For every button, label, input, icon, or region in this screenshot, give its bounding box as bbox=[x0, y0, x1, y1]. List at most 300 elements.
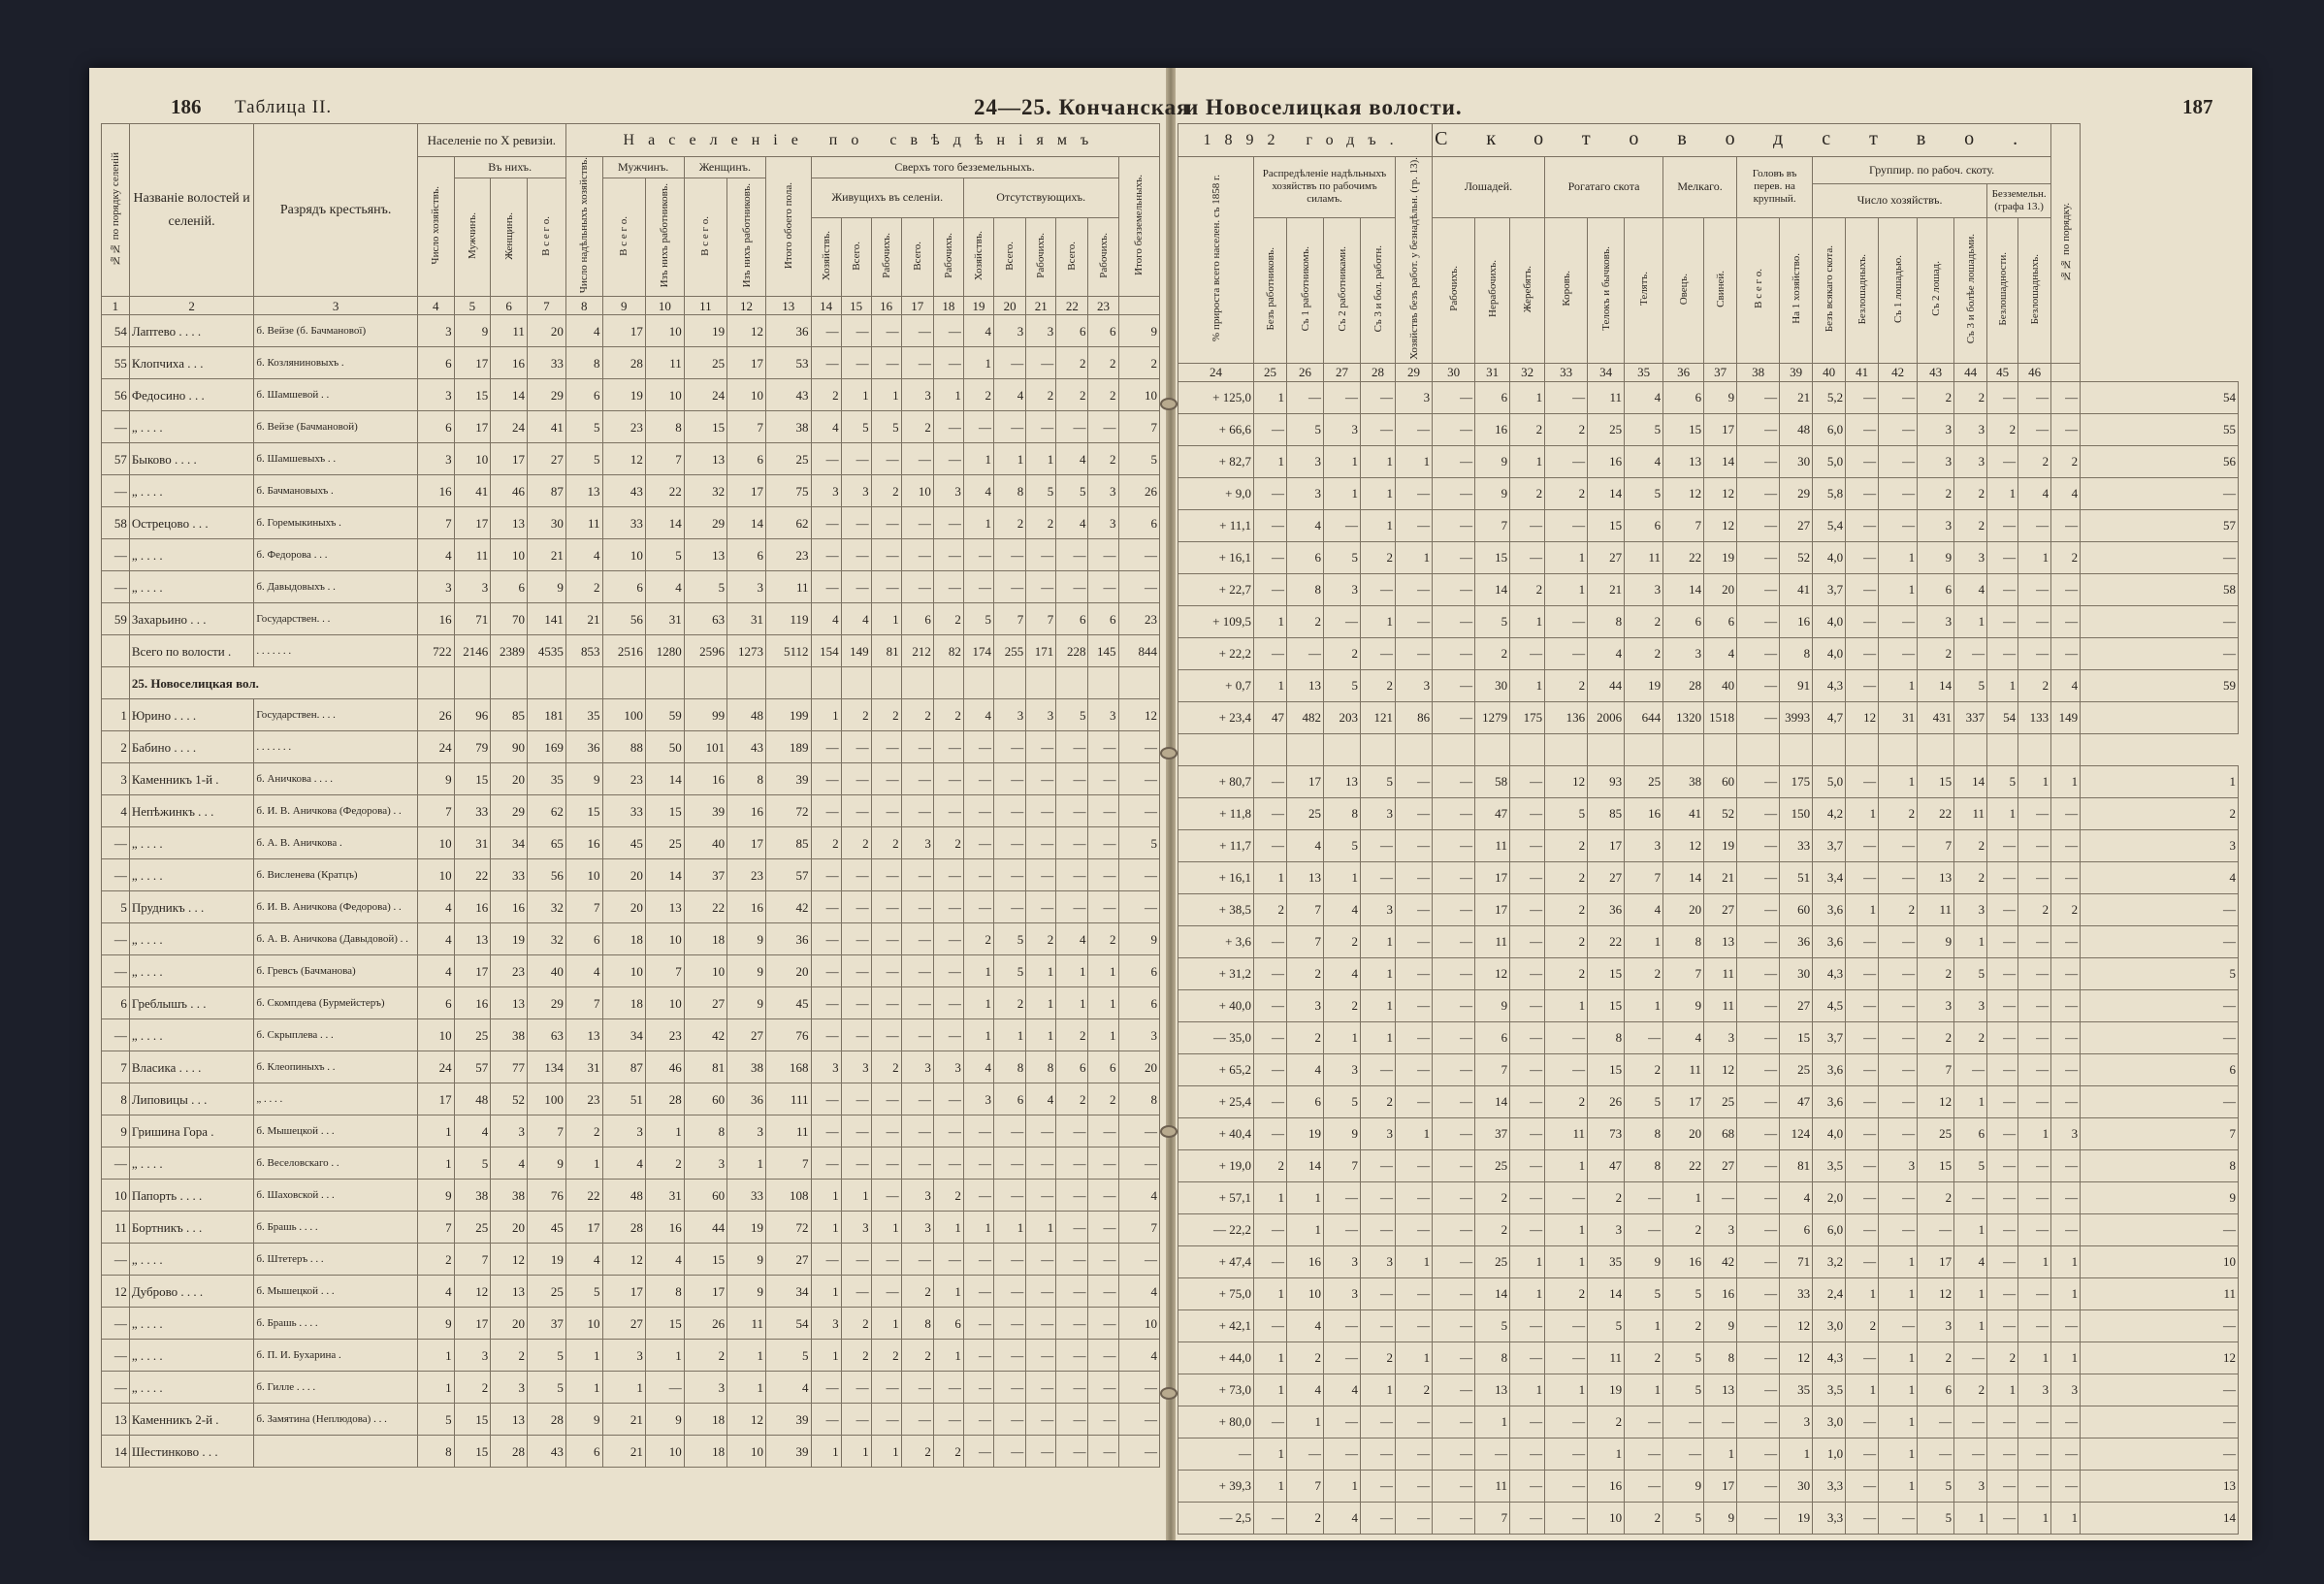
data-cell: — bbox=[1510, 1085, 1545, 1117]
data-cell: 23 bbox=[645, 1019, 684, 1051]
data-cell: 5 bbox=[1056, 475, 1088, 507]
data-cell: 1 bbox=[727, 1340, 766, 1372]
data-cell: — bbox=[1088, 891, 1118, 923]
data-cell: 13 bbox=[491, 987, 528, 1019]
data-cell: 12 bbox=[1663, 477, 1704, 509]
col-number: 18 bbox=[933, 297, 963, 315]
table-row bbox=[1178, 797, 2239, 829]
data-cell: 96 bbox=[454, 699, 491, 731]
data-cell: — bbox=[1026, 1308, 1056, 1340]
data-cell: 1 bbox=[811, 1180, 841, 1212]
data-cell: 3 bbox=[1088, 475, 1118, 507]
data-cell: 9 bbox=[565, 1404, 602, 1436]
data-cell: — bbox=[1987, 1245, 2018, 1277]
data-cell: 9 bbox=[417, 1180, 454, 1212]
data-cell: — bbox=[1396, 1213, 1433, 1245]
data-cell: 23 bbox=[1118, 603, 1159, 635]
col-number: 13 bbox=[766, 297, 812, 315]
data-cell: 189 bbox=[766, 731, 812, 763]
data-cell: — bbox=[993, 1148, 1025, 1180]
row-number: 57 bbox=[102, 443, 130, 475]
data-cell: 17 bbox=[684, 1276, 726, 1308]
data-cell: — bbox=[2051, 605, 2081, 637]
data-cell: 1 bbox=[1254, 1374, 1287, 1406]
table-row bbox=[102, 1212, 1160, 1244]
table-row bbox=[102, 1051, 1160, 1083]
data-cell: — bbox=[1737, 1085, 1780, 1117]
data-cell: 1 bbox=[1510, 445, 1545, 477]
data-cell: 14 bbox=[1475, 1277, 1510, 1309]
data-cell: — bbox=[1433, 989, 1475, 1021]
data-cell: — bbox=[1324, 1438, 1361, 1470]
data-cell: 3 bbox=[1625, 573, 1663, 605]
data-cell: 57 bbox=[454, 1051, 491, 1083]
data-cell: 18 bbox=[684, 923, 726, 955]
data-cell: 1 bbox=[1254, 1277, 1287, 1309]
data-cell: — bbox=[2051, 1053, 2081, 1085]
data-cell: 16 bbox=[1287, 1245, 1324, 1277]
data-cell: 8 bbox=[417, 1436, 454, 1468]
data-cell: 2 bbox=[963, 379, 993, 411]
data-cell: 2 bbox=[2018, 669, 2051, 701]
data-cell: 1 bbox=[417, 1115, 454, 1148]
data-cell: — bbox=[841, 1276, 871, 1308]
data-cell: 45 bbox=[766, 987, 812, 1019]
data-cell bbox=[1118, 667, 1159, 699]
data-cell: 85 bbox=[1588, 797, 1625, 829]
data-cell: 1 bbox=[1846, 893, 1879, 925]
peasant-category: б. Вейзе (б. Бачманової) bbox=[254, 315, 417, 347]
data-cell: 33 bbox=[491, 859, 528, 891]
data-cell: 12 bbox=[1918, 1085, 1954, 1117]
table-row bbox=[102, 667, 1160, 699]
data-cell: 1 bbox=[2018, 1117, 2051, 1149]
row-number: — bbox=[102, 1244, 130, 1276]
data-cell: 149 bbox=[2051, 701, 2081, 733]
data-cell: — bbox=[1056, 1436, 1088, 1468]
data-cell: 27 bbox=[1588, 861, 1625, 893]
data-cell: — bbox=[993, 1308, 1025, 1340]
data-cell bbox=[684, 667, 726, 699]
data-cell: 63 bbox=[527, 1019, 565, 1051]
data-cell: — bbox=[1396, 1053, 1433, 1085]
data-cell: 27 bbox=[527, 443, 565, 475]
data-cell: — bbox=[993, 1244, 1025, 1276]
data-cell: — bbox=[1846, 541, 1879, 573]
data-cell: 3 bbox=[1287, 445, 1324, 477]
data-cell: — bbox=[963, 539, 993, 571]
col-number: 41 bbox=[1846, 363, 1879, 381]
data-cell: 8 bbox=[1026, 1051, 1056, 1083]
data-cell: 7 bbox=[1287, 893, 1324, 925]
data-cell: 3 bbox=[841, 1051, 871, 1083]
data-cell: — bbox=[841, 955, 871, 987]
col-header-absent-w-all: Всего. bbox=[1056, 217, 1088, 296]
data-cell: 10 bbox=[901, 475, 933, 507]
data-cell: 59 bbox=[645, 699, 684, 731]
data-cell: — bbox=[1118, 1372, 1159, 1404]
data-cell: — bbox=[1510, 1502, 1545, 1534]
col-number: 36 bbox=[1663, 363, 1704, 381]
data-cell: — bbox=[1361, 1053, 1396, 1085]
data-cell: 22 bbox=[565, 1180, 602, 1212]
data-cell: — bbox=[1026, 891, 1056, 923]
data-cell: 24 bbox=[417, 1051, 454, 1083]
col-header-total: В с е г о. bbox=[527, 178, 565, 297]
data-cell: — bbox=[1510, 1470, 1545, 1502]
data-cell: 5 bbox=[1361, 765, 1396, 797]
data-cell: 41 bbox=[527, 411, 565, 443]
data-cell: — bbox=[1433, 1181, 1475, 1213]
data-cell: — bbox=[1737, 1245, 1780, 1277]
data-cell: — bbox=[933, 1404, 963, 1436]
data-cell: 4 bbox=[1324, 1502, 1361, 1534]
data-cell: — bbox=[901, 315, 933, 347]
col-number: 11 bbox=[684, 297, 726, 315]
col-header-women-all: В с е г о. bbox=[684, 178, 726, 297]
data-cell: — bbox=[1879, 381, 1918, 413]
data-cell: 1 bbox=[2051, 765, 2081, 797]
data-cell: 87 bbox=[527, 475, 565, 507]
data-cell: 5 bbox=[963, 603, 993, 635]
data-cell: + 75,0 bbox=[1178, 1277, 1254, 1309]
data-cell: 2 bbox=[1287, 1021, 1324, 1053]
peasant-category: б. Клеопиныхъ . . bbox=[254, 1051, 417, 1083]
data-cell: 18 bbox=[684, 1436, 726, 1468]
data-cell: 1 bbox=[1545, 1245, 1588, 1277]
data-cell: 27 bbox=[602, 1308, 645, 1340]
data-cell: 5 bbox=[1954, 1149, 1987, 1181]
data-cell: — bbox=[1433, 637, 1475, 669]
data-cell: — bbox=[993, 731, 1025, 763]
col-header-order-no: №№ по порядку. bbox=[2051, 124, 2081, 364]
data-cell: — bbox=[1118, 1436, 1159, 1468]
data-cell: 5 bbox=[1625, 1277, 1663, 1309]
data-cell: — bbox=[1987, 989, 2018, 1021]
data-cell: 5 bbox=[1026, 475, 1056, 507]
data-cell: 4,0 bbox=[1813, 1117, 1846, 1149]
table-row bbox=[102, 539, 1160, 571]
data-cell: 19 bbox=[527, 1244, 565, 1276]
data-cell: 23 bbox=[602, 763, 645, 795]
col-header-working-horses: Рабочихъ. bbox=[1433, 217, 1475, 363]
data-cell: — bbox=[1433, 1277, 1475, 1309]
data-cell: — bbox=[841, 1019, 871, 1051]
data-cell: — bbox=[811, 923, 841, 955]
data-cell: 6 bbox=[1663, 605, 1704, 637]
data-cell: — bbox=[1433, 1213, 1475, 1245]
data-cell: — bbox=[1846, 477, 1879, 509]
data-cell: 1 bbox=[1026, 1019, 1056, 1051]
data-cell: 431 bbox=[1918, 701, 1954, 733]
data-cell: — bbox=[1026, 1180, 1056, 1212]
row-number: 54 bbox=[102, 315, 130, 347]
data-cell: — bbox=[1987, 541, 2018, 573]
data-cell: — bbox=[1663, 1406, 1704, 1438]
row-number: 9 bbox=[102, 1115, 130, 1148]
table-row bbox=[1178, 989, 2239, 1021]
data-cell: 17 bbox=[454, 955, 491, 987]
data-cell: — bbox=[841, 891, 871, 923]
data-cell bbox=[1254, 733, 1287, 765]
data-cell: 1 bbox=[933, 379, 963, 411]
data-cell: — bbox=[1510, 1406, 1545, 1438]
data-cell: — bbox=[871, 1244, 901, 1276]
data-cell: 1 bbox=[1954, 605, 1987, 637]
data-cell: — bbox=[1846, 1342, 1879, 1374]
data-cell: 16 bbox=[684, 763, 726, 795]
data-cell: — bbox=[1118, 1115, 1159, 1148]
data-cell: 15 bbox=[1918, 1149, 1954, 1181]
data-cell: 1 bbox=[811, 1212, 841, 1244]
data-cell: 2 bbox=[1287, 1502, 1324, 1534]
header-men: Мужчинъ. bbox=[602, 157, 684, 178]
data-cell: 10 bbox=[417, 859, 454, 891]
data-cell: 2 bbox=[1361, 1342, 1396, 1374]
data-cell: 2 bbox=[1545, 861, 1588, 893]
village-name: „ . . . . bbox=[129, 859, 254, 891]
data-cell: 1 bbox=[565, 1340, 602, 1372]
data-cell: 1 bbox=[417, 1372, 454, 1404]
data-cell: — bbox=[1324, 1213, 1361, 1245]
data-cell: 38 bbox=[491, 1180, 528, 1212]
data-cell: 36 bbox=[766, 923, 812, 955]
data-cell: 1 bbox=[1663, 1181, 1704, 1213]
data-cell: 17 bbox=[1918, 1245, 1954, 1277]
data-cell: 2 bbox=[993, 987, 1025, 1019]
data-cell: 11 bbox=[1588, 381, 1625, 413]
data-cell: 28 bbox=[491, 1436, 528, 1468]
data-cell: — bbox=[2018, 1021, 2051, 1053]
peasant-category: . . . . . . . bbox=[254, 635, 417, 667]
data-cell: 4 bbox=[811, 603, 841, 635]
data-cell: 6 bbox=[1088, 1051, 1118, 1083]
data-cell: 2 bbox=[1324, 637, 1361, 669]
data-cell: 21 bbox=[602, 1436, 645, 1468]
data-cell: 52 bbox=[1780, 541, 1813, 573]
data-cell: 32 bbox=[684, 475, 726, 507]
data-cell: 2 bbox=[1987, 413, 2018, 445]
col-number: 30 bbox=[1433, 363, 1475, 381]
data-cell: — bbox=[1510, 1438, 1545, 1470]
table-row bbox=[1178, 1181, 2239, 1213]
data-cell: — bbox=[933, 539, 963, 571]
data-cell: 1 bbox=[1361, 925, 1396, 957]
data-cell: — bbox=[1879, 1213, 1918, 1245]
row-number: 57 bbox=[2081, 509, 2239, 541]
data-cell: — bbox=[841, 443, 871, 475]
data-cell: 5 bbox=[871, 411, 901, 443]
data-cell: — bbox=[901, 763, 933, 795]
data-cell: 3 bbox=[1088, 507, 1118, 539]
data-cell: 7 bbox=[454, 1244, 491, 1276]
data-cell: 2 bbox=[2018, 893, 2051, 925]
table-row bbox=[102, 379, 1160, 411]
data-cell: 15 bbox=[1588, 509, 1625, 541]
data-cell bbox=[1737, 733, 1780, 765]
data-cell: 19 bbox=[1287, 1117, 1324, 1149]
data-cell: 45 bbox=[527, 1212, 565, 1244]
data-cell: 32 bbox=[527, 891, 565, 923]
data-cell: 12 bbox=[602, 1244, 645, 1276]
data-cell: — bbox=[933, 1372, 963, 1404]
data-cell: 3,6 bbox=[1813, 925, 1846, 957]
data-cell: 6 bbox=[1088, 603, 1118, 635]
col-header-women-workers: Изъ нихъ работниковъ. bbox=[727, 178, 766, 297]
data-cell: 1 bbox=[933, 1340, 963, 1372]
data-cell: 2 bbox=[1625, 1053, 1663, 1085]
data-cell: — bbox=[871, 923, 901, 955]
data-cell: — bbox=[1254, 1245, 1287, 1277]
data-cell: — bbox=[1737, 893, 1780, 925]
data-cell: 1 bbox=[871, 1212, 901, 1244]
data-cell: 5 bbox=[684, 571, 726, 603]
data-cell: 9 bbox=[1918, 541, 1954, 573]
data-cell: — bbox=[1846, 573, 1879, 605]
data-cell: 1 bbox=[645, 1340, 684, 1372]
data-cell: 3 bbox=[1396, 669, 1433, 701]
data-cell: — bbox=[1361, 1438, 1396, 1470]
col-header-men: Мужчинъ. bbox=[454, 178, 491, 297]
data-cell: — bbox=[841, 571, 871, 603]
data-cell: 30 bbox=[1475, 669, 1510, 701]
data-cell: 3 bbox=[1287, 477, 1324, 509]
data-cell: 2 bbox=[1287, 1342, 1324, 1374]
data-cell: — bbox=[2051, 829, 2081, 861]
data-cell: — bbox=[1056, 1148, 1088, 1180]
col-header-absent-m-all: Всего. bbox=[993, 217, 1025, 296]
village-name: Лаптево . . . . bbox=[129, 315, 254, 347]
data-cell: — bbox=[1433, 861, 1475, 893]
data-cell: — bbox=[1396, 1277, 1433, 1309]
data-cell: 33 bbox=[454, 795, 491, 827]
data-cell: 2 bbox=[1545, 669, 1588, 701]
data-cell: — bbox=[1026, 1148, 1056, 1180]
data-cell: 3 bbox=[1954, 989, 1987, 1021]
data-cell: 19 bbox=[727, 1212, 766, 1244]
data-cell: 33 bbox=[602, 795, 645, 827]
data-cell: 1 bbox=[1954, 1277, 1987, 1309]
data-cell bbox=[2018, 733, 2051, 765]
data-cell: — bbox=[1433, 925, 1475, 957]
col-header-two-workers: Съ 2 работниками. bbox=[1324, 217, 1361, 363]
data-cell: — bbox=[841, 1148, 871, 1180]
data-cell: 12 bbox=[491, 1244, 528, 1276]
data-cell: 6 bbox=[1954, 1117, 1987, 1149]
data-cell: 2 bbox=[1254, 1149, 1287, 1181]
data-cell: 2 bbox=[1918, 637, 1954, 669]
data-cell: — bbox=[1737, 605, 1780, 637]
row-number: — bbox=[102, 411, 130, 443]
data-cell: 2 bbox=[1987, 1342, 2018, 1374]
data-cell: 28 bbox=[602, 347, 645, 379]
col-header-non-working: Нерабочихъ. bbox=[1475, 217, 1510, 363]
peasant-category: б. Козляниновыхъ . bbox=[254, 347, 417, 379]
data-cell: — bbox=[963, 1180, 993, 1212]
data-cell: 48 bbox=[1780, 413, 1813, 445]
data-cell: — bbox=[1088, 763, 1118, 795]
data-cell: — bbox=[1088, 1308, 1118, 1340]
data-cell: 32 bbox=[527, 923, 565, 955]
data-cell: 25 bbox=[1287, 797, 1324, 829]
data-cell: 1 bbox=[1879, 1277, 1918, 1309]
data-cell: 5 bbox=[565, 443, 602, 475]
data-cell: 17 bbox=[602, 315, 645, 347]
data-cell: — bbox=[811, 315, 841, 347]
data-cell: — bbox=[1396, 861, 1433, 893]
row-number: 58 bbox=[102, 507, 130, 539]
data-cell: 1 bbox=[993, 1019, 1025, 1051]
data-cell: 3 bbox=[1918, 605, 1954, 637]
data-cell: — bbox=[1026, 539, 1056, 571]
data-cell: 169 bbox=[527, 731, 565, 763]
data-cell: — bbox=[1118, 795, 1159, 827]
row-number: 4 bbox=[2081, 861, 2239, 893]
data-cell: — bbox=[1545, 445, 1588, 477]
data-cell: — bbox=[1918, 1213, 1954, 1245]
peasant-category: б. И. В. Аничкова (Федорова) . . bbox=[254, 891, 417, 923]
data-cell: 88 bbox=[602, 731, 645, 763]
col-header-total-landless: Итого безземельныхъ. bbox=[1118, 157, 1159, 297]
data-cell: 5 bbox=[841, 411, 871, 443]
village-name: Власика . . . . bbox=[129, 1051, 254, 1083]
data-cell: 1 bbox=[1879, 1374, 1918, 1406]
row-number: 2 bbox=[102, 731, 130, 763]
data-cell: 20 bbox=[602, 891, 645, 923]
data-cell: 1 bbox=[1254, 445, 1287, 477]
table-row bbox=[102, 923, 1160, 955]
col-header-three-horse: Съ 3 и болѣе лошадьми. bbox=[1954, 217, 1987, 363]
data-cell: — bbox=[1287, 1438, 1324, 1470]
data-cell: — bbox=[1625, 1181, 1663, 1213]
data-cell: 181 bbox=[527, 699, 565, 731]
data-cell: 1 bbox=[811, 1340, 841, 1372]
data-cell: — bbox=[2018, 381, 2051, 413]
data-cell: 41 bbox=[454, 475, 491, 507]
data-cell: 3 bbox=[491, 1115, 528, 1148]
data-cell: 1 bbox=[2051, 1245, 2081, 1277]
data-cell: 1 bbox=[1879, 541, 1918, 573]
data-cell: 39 bbox=[766, 763, 812, 795]
data-cell: — bbox=[1987, 1117, 2018, 1149]
village-name: Всего по волости . bbox=[129, 635, 254, 667]
data-cell: 76 bbox=[766, 1019, 812, 1051]
data-cell: 12 bbox=[727, 315, 766, 347]
data-cell: 16 bbox=[417, 475, 454, 507]
data-cell: 3 bbox=[417, 571, 454, 603]
data-cell: — bbox=[1361, 1213, 1396, 1245]
village-name: Бабино . . . . bbox=[129, 731, 254, 763]
data-cell: 6 bbox=[1475, 381, 1510, 413]
data-cell: 1 bbox=[1254, 1342, 1287, 1374]
data-cell: — bbox=[1954, 1406, 1987, 1438]
data-cell: 22 bbox=[1663, 541, 1704, 573]
peasant-category: б. Замятина (Неплюдова) . . . bbox=[254, 1404, 417, 1436]
data-cell: 133 bbox=[2018, 701, 2051, 733]
data-cell: 14 bbox=[491, 379, 528, 411]
data-cell: 2 bbox=[1026, 507, 1056, 539]
data-cell: — bbox=[1254, 413, 1287, 445]
data-cell: — bbox=[1056, 795, 1088, 827]
data-cell: 7 bbox=[645, 955, 684, 987]
data-cell: 2 bbox=[933, 699, 963, 731]
data-cell: 27 bbox=[1704, 1149, 1737, 1181]
data-cell: 7 bbox=[1287, 925, 1324, 957]
data-cell: 19 bbox=[602, 379, 645, 411]
data-cell: 8 bbox=[645, 411, 684, 443]
data-cell: 2 bbox=[841, 827, 871, 859]
data-cell: 1 bbox=[841, 1180, 871, 1212]
